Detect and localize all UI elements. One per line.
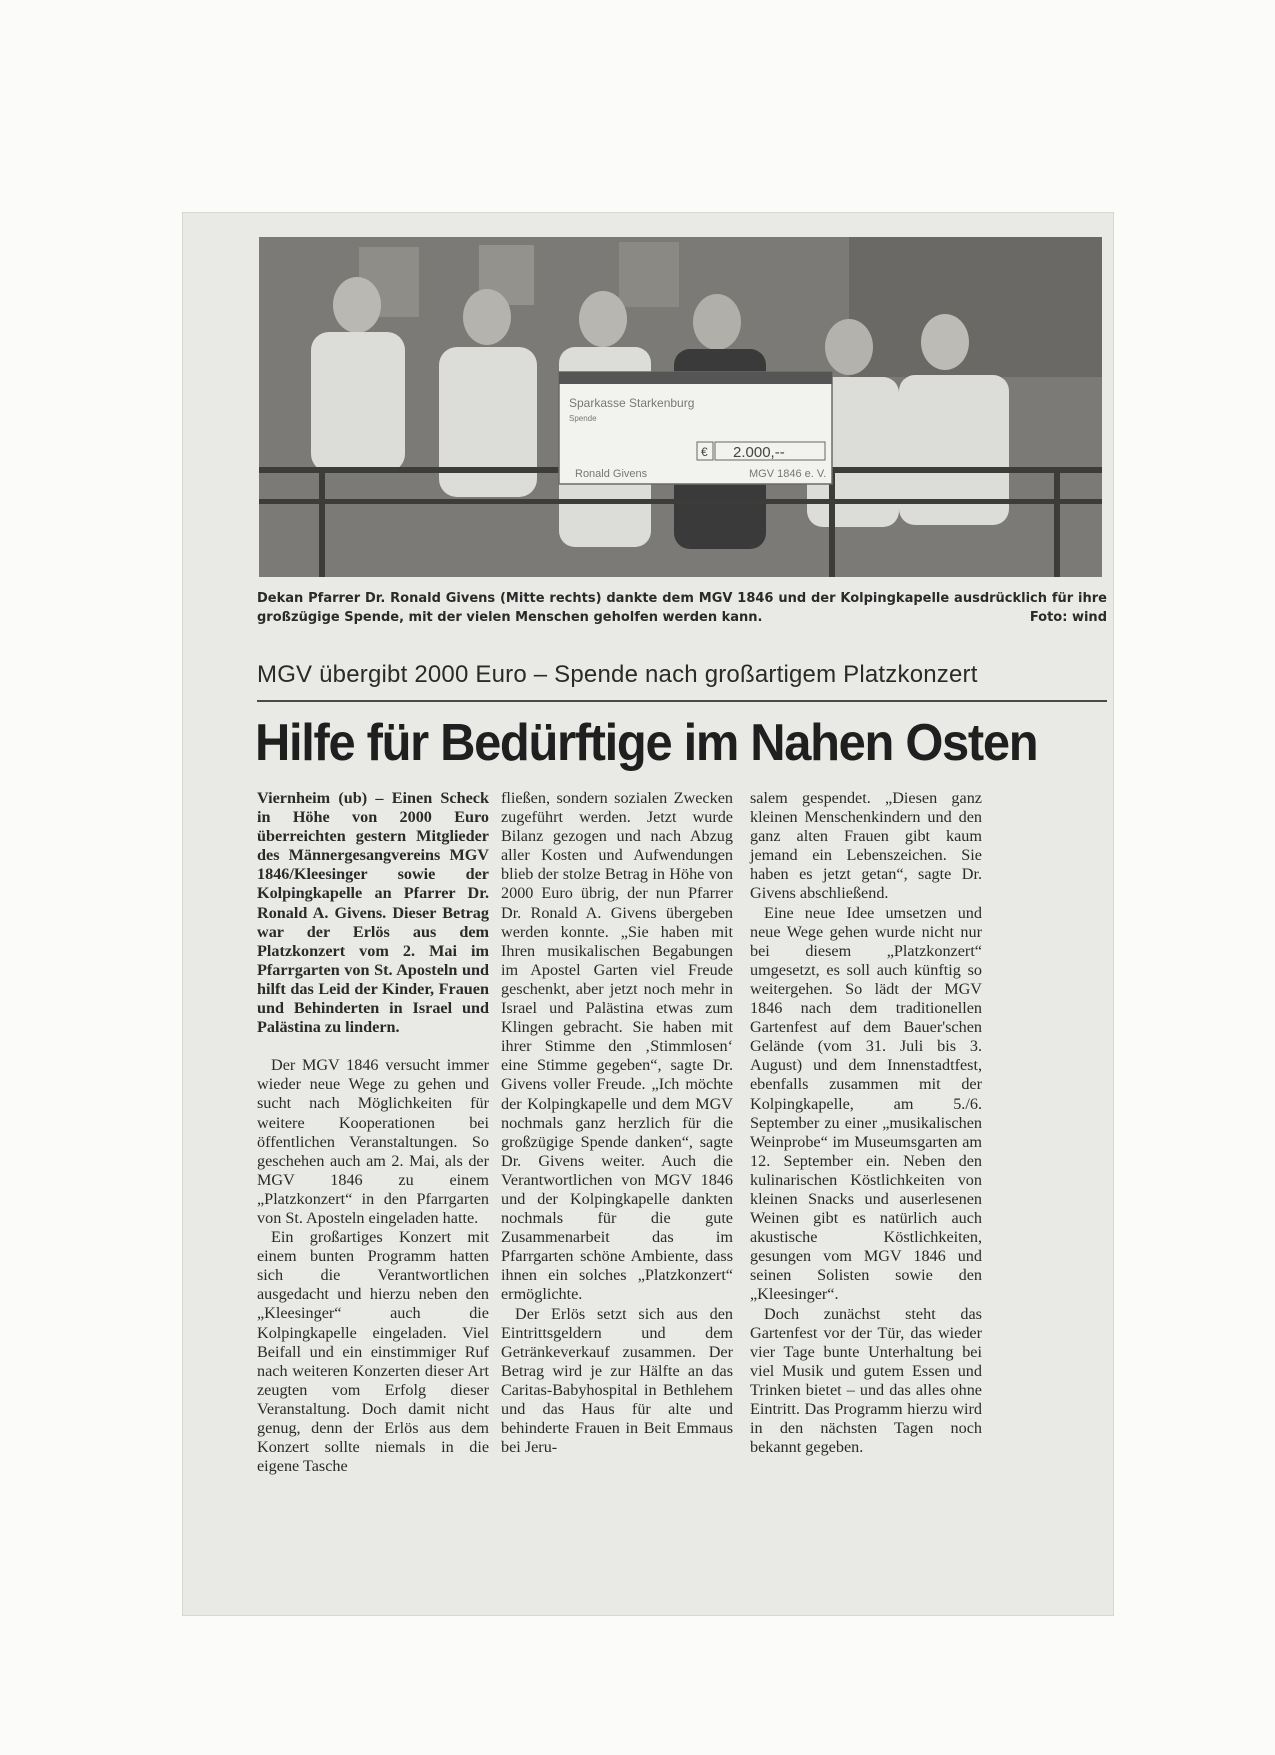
article-column-3 [750, 789, 982, 1457]
article-paragraph: Doch zunächst steht das Gartenfest vor der Tür, das wieder vier Tage bunte Unterhaltung bei viel Musik und gutem Essen und Trinken bietet – und das alles ohne Eintritt. Das Programm hierzu wird in den nächsten Tagen noch bekannt gegeben. [750, 1304, 982, 1457]
article-paragraph: salem gespendet. „Diesen ganz kleinen Menschenkindern und den ganz alten Frauen gibt kaum jemand ein Lebenszeichen. Sie haben es jetzt getan“, sagte Dr. Givens abschließend. [750, 789, 982, 903]
subheadline: MGV übergibt 2000 Euro – Spende nach großartigem Platzkonzert [257, 661, 978, 688]
article-photo [259, 237, 1102, 577]
caption-text: Dekan Pfarrer Dr. Ronald Givens (Mitte rechts) dankte dem MGV 1846 und der Kolpingkapelle ausdrücklich für ihre großzügige Spende, mit der vielen Menschen geholfen werden kann. [257, 591, 1107, 625]
newspaper-clipping [183, 213, 1113, 1615]
article-column-1 [257, 789, 489, 1476]
article-paragraph: Der MGV 1846 versucht immer wieder neue Wege zu gehen und sucht nach Möglichkeiten für weitere Kooperationen bei öffentlichen Veranstaltungen. So geschehen auch am 2. Mai, als der MGV 1846 zu einem „Platzkonzert“ in den Pfarrgarten von St. Aposteln eingeladen hatte. [257, 1056, 489, 1227]
article-paragraph: Der Erlös setzt sich aus den Eintrittsgeldern und dem Getränkeverkauf zusammen. Der Betrag wird je zur Hälfte an das Caritas-Babyhospital in Bethlehem und das Haus für alte und behinderte Frauen in Beit Emmaus bei Jeru- [501, 1304, 733, 1457]
article-paragraph: fließen, sondern sozialen Zwecken zugeführt werden. Jetzt wurde Bilanz gezogen und nach Abzug aller Kosten und Aufwendungen blieb der stolze Betrag in Höhe von 2000 Euro übrig, der nun Pfarrer Dr. Ronald A. Givens übergeben werden konnte. „Sie haben mit Ihren musikalischen Begabungen im Apostel Garten viel Freude geschenkt, aber jetzt noch mehr in Israel und Palästina etwas zum Klingen gebracht. Sie haben mit ihrer Stimme den ‚Stimmlosen‘ eine Stimme gegeben“, sagte Dr. Givens voller Freude. „Ich möchte der Kolpingkapelle und dem MGV nochmals ganz herzlich für die großzügige Spende danken“, sagte Dr. Givens weiter. Auch die Verantwortlichen von MGV 1846 und der Kolpingkapelle dankten nochmals für die gute Zusammenarbeit das im Pfarrgarten schöne Ambiente, dass ihnen ein solches „Platzkonzert“ ermöglichte. [501, 789, 733, 1304]
check-currency: € [701, 445, 708, 459]
check-payee: Ronald Givens [575, 468, 648, 480]
check-bank-name: Sparkasse Starkenburg [569, 396, 695, 410]
check-amount: 2.000,-- [733, 444, 785, 461]
photo-credit: Foto: wind [1029, 610, 1107, 625]
headline: Hilfe für Bedürftige im Nahen Osten [255, 714, 1038, 772]
article-paragraph: Eine neue Idee umsetzen und neue Wege gehen wurde nicht nur bei diesem „Platzkonzert“ umgesetzt, es soll auch künftig so weitergehen. So lädt der MGV 1846 nach dem traditionellen Gartenfest auf dem Bauer'schen Gelände (vom 31. Juli bis 3. August) und dem Innenstadtfest, ebenfalls zusammen mit der Kolpingkapelle, am 5./6. September zu einer „musikalischen Weinprobe“ im Museumsgarten am 12. September ein. Neben den kulinarischen Köstlichkeiten von kleinen Snacks und auserlesenen Weinen gibt es natürlich auch akustische Köstlichkeiten, gesungen vom MGV 1846 und seinen Solisten sowie den „Kleesinger“. [750, 903, 982, 1304]
divider-rule [257, 700, 1107, 702]
check-label: Spende [569, 414, 597, 423]
photo-caption [257, 589, 1107, 627]
article-lead: Viernheim (ub) – Einen Scheck in Höhe von 2000 Euro überreichten gestern Mitglieder des Männergesangvereins MGV 1846/Kleesinger sowie der Kolpingkapelle an Pfarrer Dr. Ronald A. Givens. Dieser Betrag war der Erlös aus dem Platzkonzert vom 2. Mai im Pfarrgarten von St. Aposteln und hilft das Leid der Kinder, Frauen und Behinderten in Israel und Palästina zu lindern. [257, 789, 489, 1037]
article-column-2 [501, 789, 733, 1457]
check-payer: MGV 1846 e. V. [749, 468, 827, 480]
article-paragraph: Ein großartiges Konzert mit einem bunten Programm hatten sich die Verantwortlichen ausgedacht und hierzu neben den „Kleesinger“ auch die Kolpingkapelle eingeladen. Viel Beifall und ein einstimmiger Ruf nach weiteren Konzerten dieser Art zeugten vom Erfolg dieser Veranstaltung. Doch damit nicht genug, denn der Erlös aus dem Konzert sollte niemals in die eigene Tasche [257, 1228, 489, 1476]
